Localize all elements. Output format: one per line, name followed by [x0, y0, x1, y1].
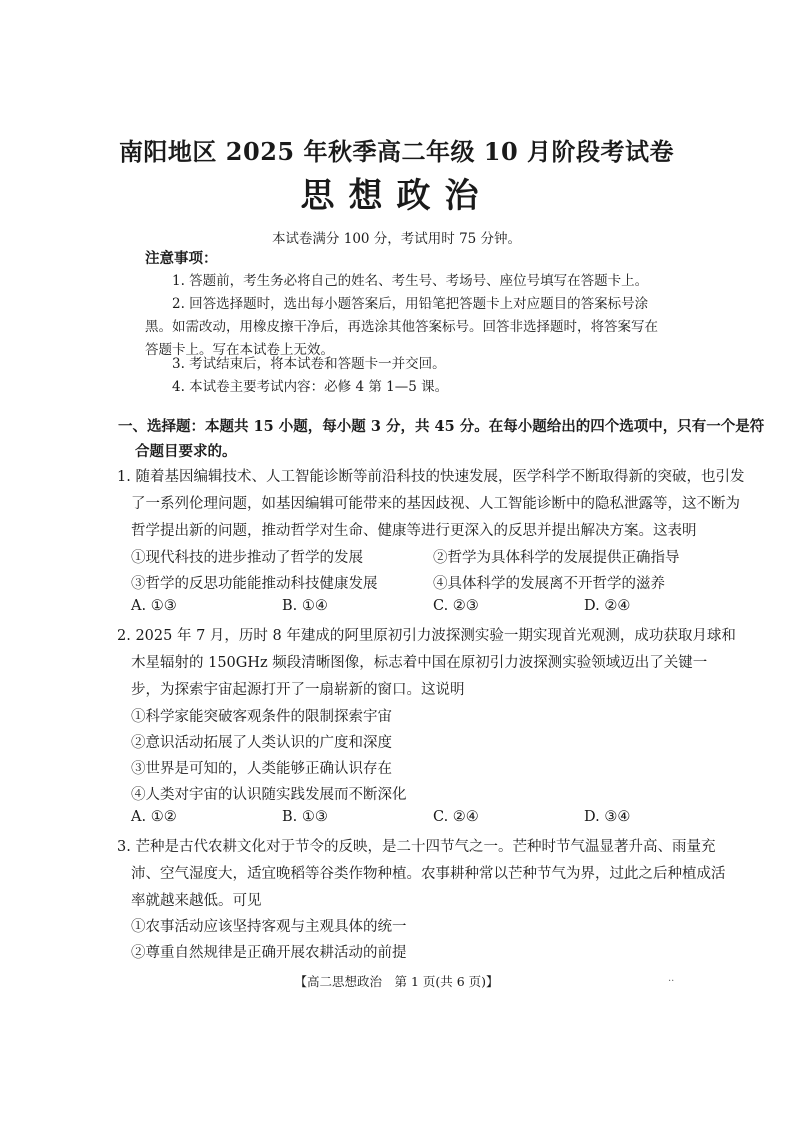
statement: ②哲学为具体科学的发展提供正确指导 [433, 550, 680, 566]
statement: ④具体科学的发展离不开哲学的滋养 [433, 576, 665, 592]
question-stem: 步，为探索宇宙起源打开了一扇崭新的窗口。这说明 [131, 682, 465, 698]
question-stem: 了一系列伦理问题，如基因编辑可能带来的基因歧视、人工智能诊断中的隐私泄露等，这不断为 [131, 496, 740, 512]
choice-d: D. ③④ [584, 809, 631, 825]
choice-b: B. ①④ [282, 598, 328, 614]
statement: ①农事活动应该坚持客观与主观具体的统一 [131, 919, 407, 935]
question-stem: 1. 随着基因编辑技术、人工智能诊断等前沿科技的快速发展，医学科学不断取得新的突破，也引发 [117, 469, 745, 485]
question-stem: 哲学提出新的问题，推动哲学对生命、健康等进行更深入的反思并提出解决方案。这表明 [131, 523, 697, 539]
statement: ②尊重自然规律是正确开展农耕活动的前提 [131, 945, 407, 961]
notice-line: 3. 考试结束后，将本试卷和答题卡一并交回。 [172, 356, 446, 372]
notice-line: 黑。如需改动，用橡皮擦干净后，再选涂其他答案标号。回答非选择题时，将答案写在 [145, 319, 658, 335]
choice-d: D. ②④ [584, 598, 631, 614]
choice-a: A. ①③ [131, 598, 177, 614]
statement: ②意识活动拓展了人类认识的广度和深度 [131, 735, 392, 751]
scan-mark: ·· [668, 976, 675, 987]
question-stem: 2. 2025 年 7 月，历时 8 年建成的阿里原初引力波探测实验一期实现首光观测，成功获取月球和 [117, 628, 736, 644]
section-heading: 一、选择题：本题共 15 小题，每小题 3 分，共 45 分。在每小题给出的四个选项中，只有一个是符 [118, 418, 765, 435]
notice-line: 答题卡上。写在本试卷上无效。 [145, 342, 334, 358]
question-stem: 3. 芒种是古代农耕文化对于节令的反映，是二十四节气之一。芒种时节气温显著升高、雨量充 [117, 839, 716, 855]
exam-meta: 本试卷满分 100 分，考试用时 75 分钟。 [271, 231, 522, 247]
page-footer: 【高二思想政治 第 1 页(共 6 页)】 [294, 974, 499, 989]
choice-a: A. ①② [131, 809, 177, 825]
statement: ③世界是可知的，人类能够正确认识存在 [131, 761, 392, 777]
choice-b: B. ①③ [282, 809, 328, 825]
notice-line: 2. 回答选择题时，选出每小题答案后，用铅笔把答题卡上对应题目的答案标号涂 [172, 296, 649, 312]
question-stem: 率就越来越低。可见 [131, 893, 262, 909]
question-stem: 木星辐射的 150GHz 频段清晰图像，标志着中国在原初引力波探测实验领域迈出了关键一 [131, 655, 708, 671]
section-heading-cont: 合题目要求的。 [135, 443, 237, 460]
choice-c: C. ②④ [433, 809, 479, 825]
statement: ③哲学的反思功能能推动科技健康发展 [131, 576, 378, 592]
notice-heading: 注意事项： [145, 250, 218, 267]
choice-c: C. ②③ [433, 598, 479, 614]
question-stem: 沛、空气湿度大，适宜晚稻等谷类作物种植。农事耕种常以芒种节气为界，过此之后种植成活 [131, 866, 726, 882]
notice-line: 1. 答题前，考生务必将自己的姓名、考生号、考场号、座位号填写在答题卡上。 [172, 273, 649, 289]
statement: ④人类对宇宙的认识随实践发展而不断深化 [131, 787, 407, 803]
statement: ①现代科技的进步推动了哲学的发展 [131, 550, 363, 566]
notice-line: 4. 本试卷主要考试内容：必修 4 第 1—5 课。 [172, 379, 449, 395]
statement: ①科学家能突破客观条件的限制探索宇宙 [131, 709, 392, 725]
subject-title: 思想政治 [300, 176, 493, 216]
exam-title: 南阳地区 2025 年秋季高二年级 10 月阶段考试卷 [118, 137, 675, 166]
